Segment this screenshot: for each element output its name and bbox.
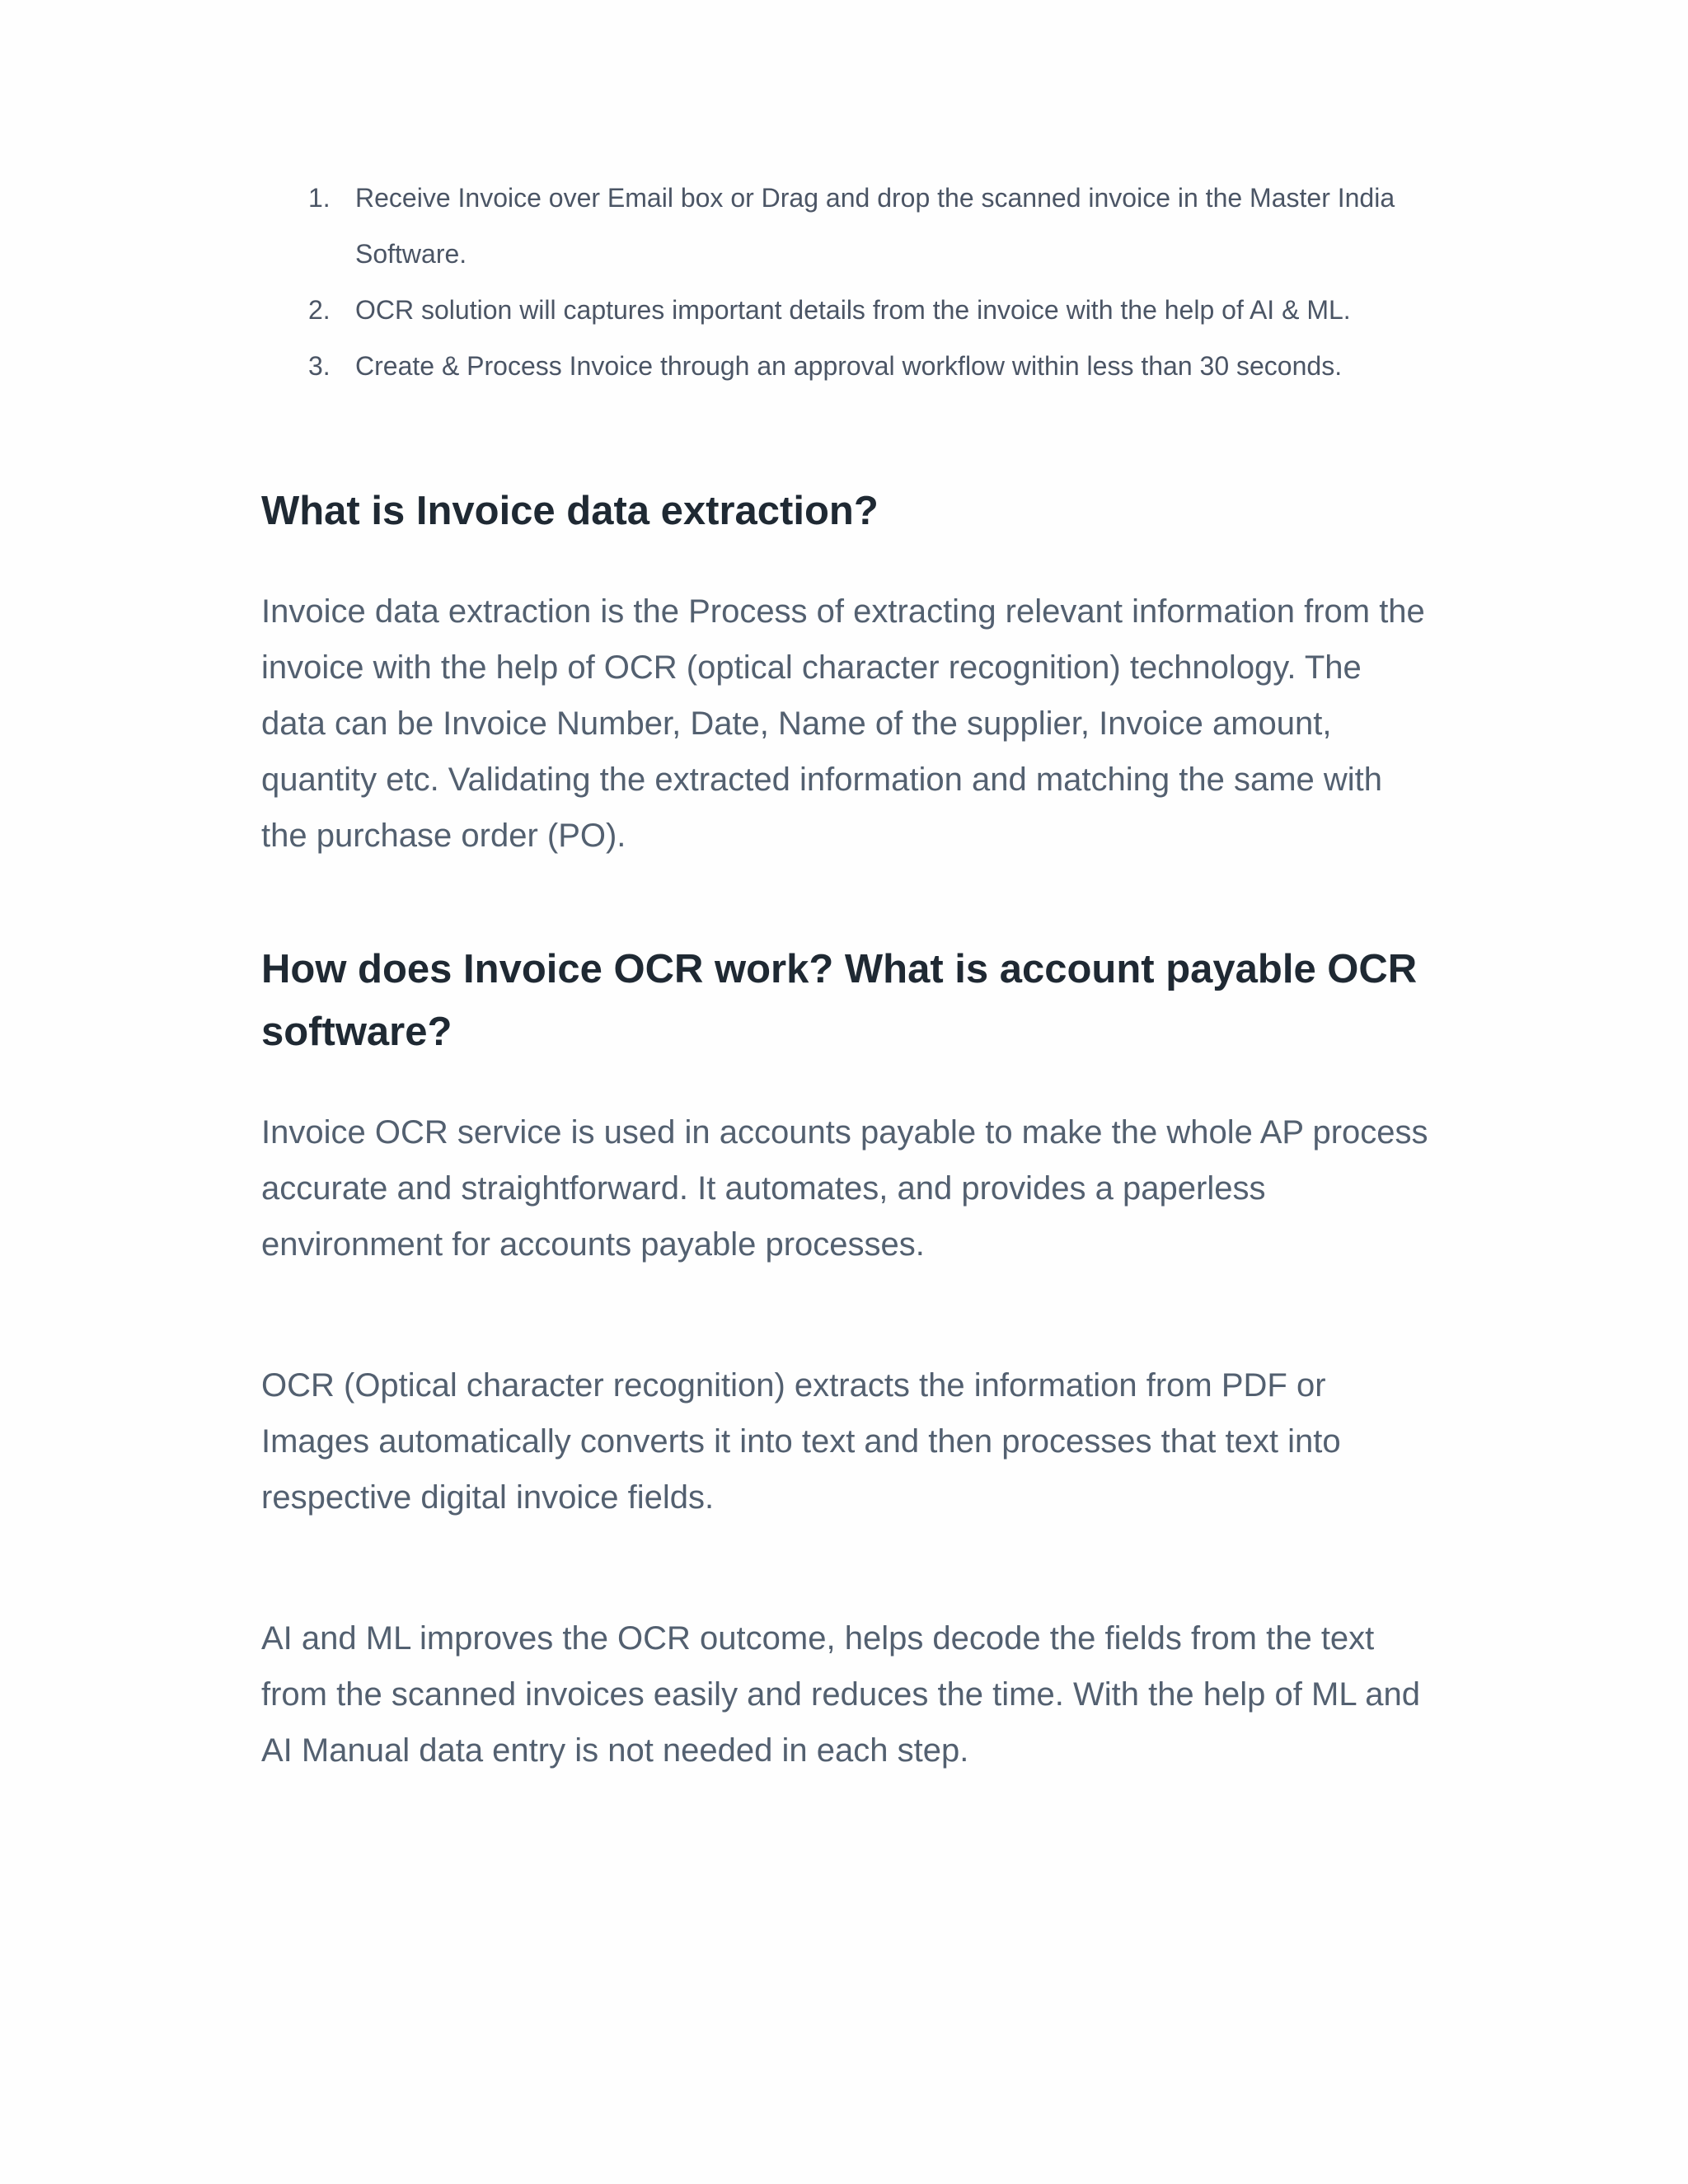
list-item-text: Create & Process Invoice through an approval workflow within less than 30 seconds. — [355, 351, 1343, 381]
paragraph-extraction: Invoice data extraction is the Process of extracting relevant information from the invoice with the help of OCR (optical character recognition) technology. The data can be Invoice Number, Date, Name of the supplier, Invoice amount, quantity etc. Validating the extracted information and matching the same with the purchase order (PO). — [261, 593, 1425, 854]
list-item — [308, 338, 1432, 394]
section-heading-ocr-work: How does Invoice OCR work? What is account payable OCR software? — [261, 947, 1418, 1054]
list-item-number: 3. — [308, 351, 331, 381]
list-item — [308, 282, 1432, 338]
process-steps-list — [308, 170, 1432, 394]
list-item-number: 1. — [308, 183, 331, 213]
paragraph-ocr-service: Invoice OCR service is used in accounts payable to make the whole AP process accurate and straightforward. It automates, and provides a paperless environment for accounts payable processes. — [261, 1114, 1428, 1263]
list-item-number: 2. — [308, 295, 331, 325]
list-item-text: OCR solution will captures important details from the invoice with the help of AI & ML. — [355, 295, 1351, 325]
paragraph-ai-ml: AI and ML improves the OCR outcome, helps decode the fields from the text from the scanned invoices easily and reduces the time. With the help of ML and AI Manual data entry is not needed in each step. — [261, 1620, 1420, 1769]
paragraph-ocr-extracts: OCR (Optical character recognition) extracts the information from PDF or Images automatically converts it into text and then processes that text into respective digital invoice fields. — [261, 1367, 1341, 1516]
section-heading-extraction: What is Invoice data extraction? — [261, 489, 879, 533]
article-content — [261, 170, 1432, 1779]
list-item — [308, 170, 1432, 282]
list-item-text: Receive Invoice over Email box or Drag and drop the scanned invoice in the Master India Software. — [355, 183, 1395, 269]
